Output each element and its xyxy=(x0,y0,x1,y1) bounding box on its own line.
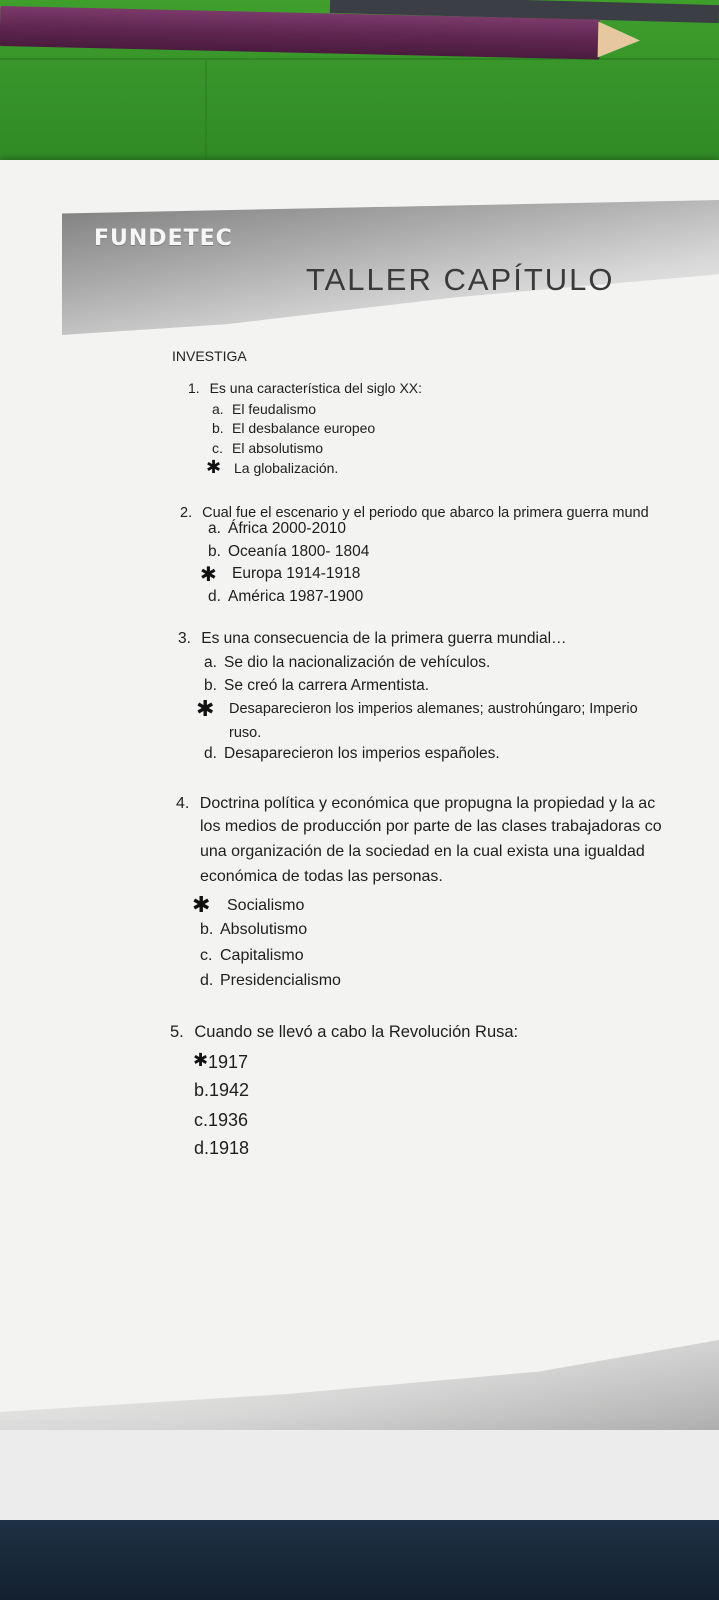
option-text: c.1936 xyxy=(194,1110,249,1130)
option-1a xyxy=(212,401,316,417)
question-4 xyxy=(176,795,655,813)
question-4-line-4 xyxy=(200,868,443,886)
option-letter: a. xyxy=(212,401,224,417)
option-letter: b. xyxy=(212,420,224,436)
option-text: d.1918 xyxy=(194,1138,250,1158)
answer-mark-icon: ✱ xyxy=(192,893,211,918)
option-2c xyxy=(232,565,360,583)
answer-mark-icon: ✱ xyxy=(200,562,217,586)
option-text: El desbalance europeo xyxy=(232,420,376,436)
option-letter: b. xyxy=(200,921,214,938)
question-text: Cuando se llevó a cabo la Revolución Rusa: xyxy=(194,1023,519,1041)
option-2b xyxy=(208,543,369,561)
question-text-line-2: los medios de producción por parte de las clases trabajadoras co xyxy=(200,818,662,835)
option-1c xyxy=(212,440,323,456)
option-text: 1917 xyxy=(208,1052,249,1072)
option-text: Absolutismo xyxy=(220,921,308,938)
option-text: b.1942 xyxy=(194,1080,250,1100)
option-2d xyxy=(208,588,363,606)
question-3 xyxy=(178,630,567,648)
option-text: Capitalismo xyxy=(220,947,304,964)
option-3b xyxy=(204,677,429,695)
question-number: 3. xyxy=(178,630,191,647)
option-text: Se dio la nacionalización de vehículos. xyxy=(224,654,491,671)
option-4c xyxy=(200,947,304,965)
option-4a xyxy=(227,897,304,915)
question-5 xyxy=(170,1023,518,1042)
question-text-line-1: Doctrina política y económica que propugna la propiedad y la ac xyxy=(199,795,656,812)
option-text: ruso. xyxy=(229,725,262,741)
answer-mark-icon: ✱ xyxy=(193,1050,209,1071)
option-text: Europa 1914-1918 xyxy=(232,565,361,582)
page-title: TALLER CAPÍTULO xyxy=(306,262,615,297)
question-4-line-2 xyxy=(200,818,662,836)
option-letter: d. xyxy=(204,745,217,762)
option-letter: d. xyxy=(200,972,214,989)
pencil-tip xyxy=(598,22,641,59)
option-text: Presidencialismo xyxy=(220,972,341,989)
answer-mark-icon: ✱ xyxy=(196,697,215,722)
option-5d xyxy=(194,1138,249,1159)
option-letter: b. xyxy=(208,543,221,560)
brand-logo: FUNDETEC xyxy=(94,226,233,251)
table-panel-edge xyxy=(0,58,719,60)
option-3c xyxy=(229,701,638,717)
question-text: Es una característica del siglo XX: xyxy=(209,380,423,396)
option-letter: b. xyxy=(204,677,217,694)
option-letter: c. xyxy=(212,440,223,456)
question-4-line-3 xyxy=(200,843,645,861)
option-1d xyxy=(234,460,338,476)
question-text: Es una consecuencia de la primera guerra mundial… xyxy=(201,630,567,647)
option-text: Oceanía 1800- 1804 xyxy=(228,543,370,560)
option-3c-continued xyxy=(229,725,261,741)
option-text: África 2000-2010 xyxy=(228,520,347,537)
option-2a xyxy=(208,520,346,538)
option-4d xyxy=(200,972,341,990)
floor-background xyxy=(0,1520,719,1600)
question-text-line-4: económica de todas las personas. xyxy=(200,868,443,885)
question-number: 4. xyxy=(176,795,190,812)
option-letter: a. xyxy=(208,520,221,537)
option-5b xyxy=(194,1080,249,1101)
option-letter: d. xyxy=(208,588,221,605)
option-text: Se creó la carrera Armentista. xyxy=(224,677,430,694)
option-3a xyxy=(204,654,490,672)
option-4b xyxy=(200,921,307,939)
answer-mark-icon: ✱ xyxy=(206,457,222,478)
option-1b xyxy=(212,420,375,436)
option-text: El feudalismo xyxy=(232,401,317,417)
question-text-line-3: una organización de la sociedad en la cual exista una igualdad xyxy=(200,843,645,860)
question-number: 2. xyxy=(180,505,193,521)
question-number: 5. xyxy=(170,1023,184,1041)
option-text: La globalización. xyxy=(234,460,339,476)
option-3d xyxy=(204,745,500,763)
question-2 xyxy=(180,505,649,521)
option-text: América 1987-1900 xyxy=(228,588,364,605)
option-letter: a. xyxy=(204,654,217,671)
option-text: Socialismo xyxy=(227,897,305,914)
question-text: Cual fue el escenario y el periodo que abarco la primera guerra mund xyxy=(202,505,649,521)
question-1 xyxy=(188,380,422,396)
option-5a xyxy=(208,1052,248,1073)
option-text: El absolutismo xyxy=(232,440,324,456)
section-label: INVESTIGA xyxy=(172,348,247,364)
option-letter: c. xyxy=(200,947,213,964)
option-text: Desaparecieron los imperios españoles. xyxy=(224,745,500,762)
option-text: Desaparecieron los imperios alemanes; austrohúngaro; Imperio xyxy=(229,701,638,717)
option-5c xyxy=(194,1110,248,1131)
question-number: 1. xyxy=(188,380,200,396)
